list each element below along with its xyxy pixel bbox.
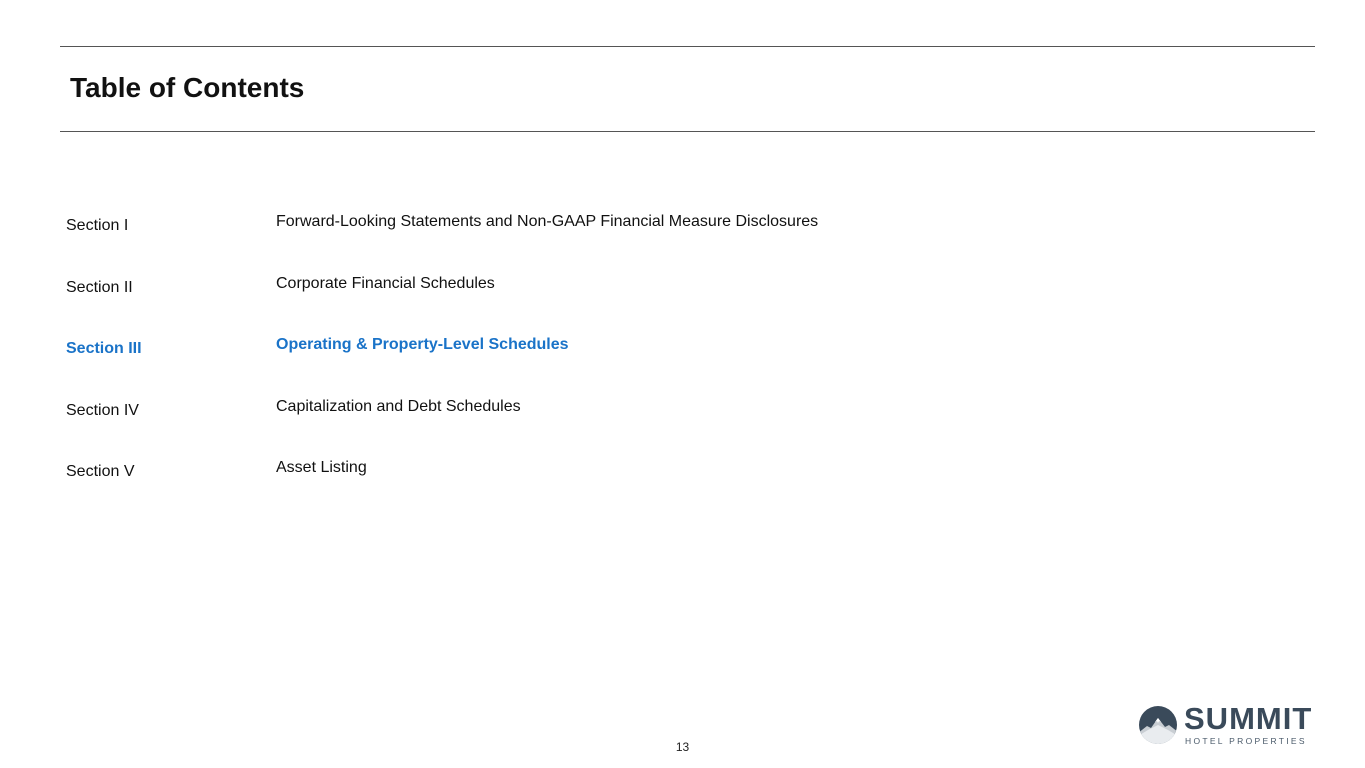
toc-item-section-iii[interactable] [0,335,1365,365]
logo-tagline: HOTEL PROPERTIES [1185,736,1307,746]
company-logo [1138,703,1318,747]
title-divider [60,131,1315,132]
toc-section-label: Section III [66,340,142,357]
toc-section-label: Section IV [66,402,139,419]
toc-section-title: Forward-Looking Statements and Non-GAAP Financial Measure Disclosures [276,213,819,230]
toc-section-title: Capitalization and Debt Schedules [276,398,521,415]
toc-section-title: Operating & Property-Level Schedules [276,336,569,353]
toc-item-section-v[interactable] [0,458,1365,488]
top-divider [60,46,1315,47]
toc-item-section-ii[interactable] [0,274,1365,304]
page-title: Table of Contents [70,72,305,103]
toc-section-label: Section II [66,279,133,296]
mountain-logo-icon [1138,705,1178,745]
toc-section-title: Asset Listing [276,459,367,476]
page-number: 13 [675,740,690,754]
toc-section-label: Section I [66,217,129,234]
logo-wordmark: SUMMIT [1184,701,1313,736]
toc-item-section-i[interactable] [0,212,1365,242]
toc-item-section-iv[interactable] [0,397,1365,427]
toc-section-title: Corporate Financial Schedules [276,275,495,292]
toc-section-label: Section V [66,463,135,480]
